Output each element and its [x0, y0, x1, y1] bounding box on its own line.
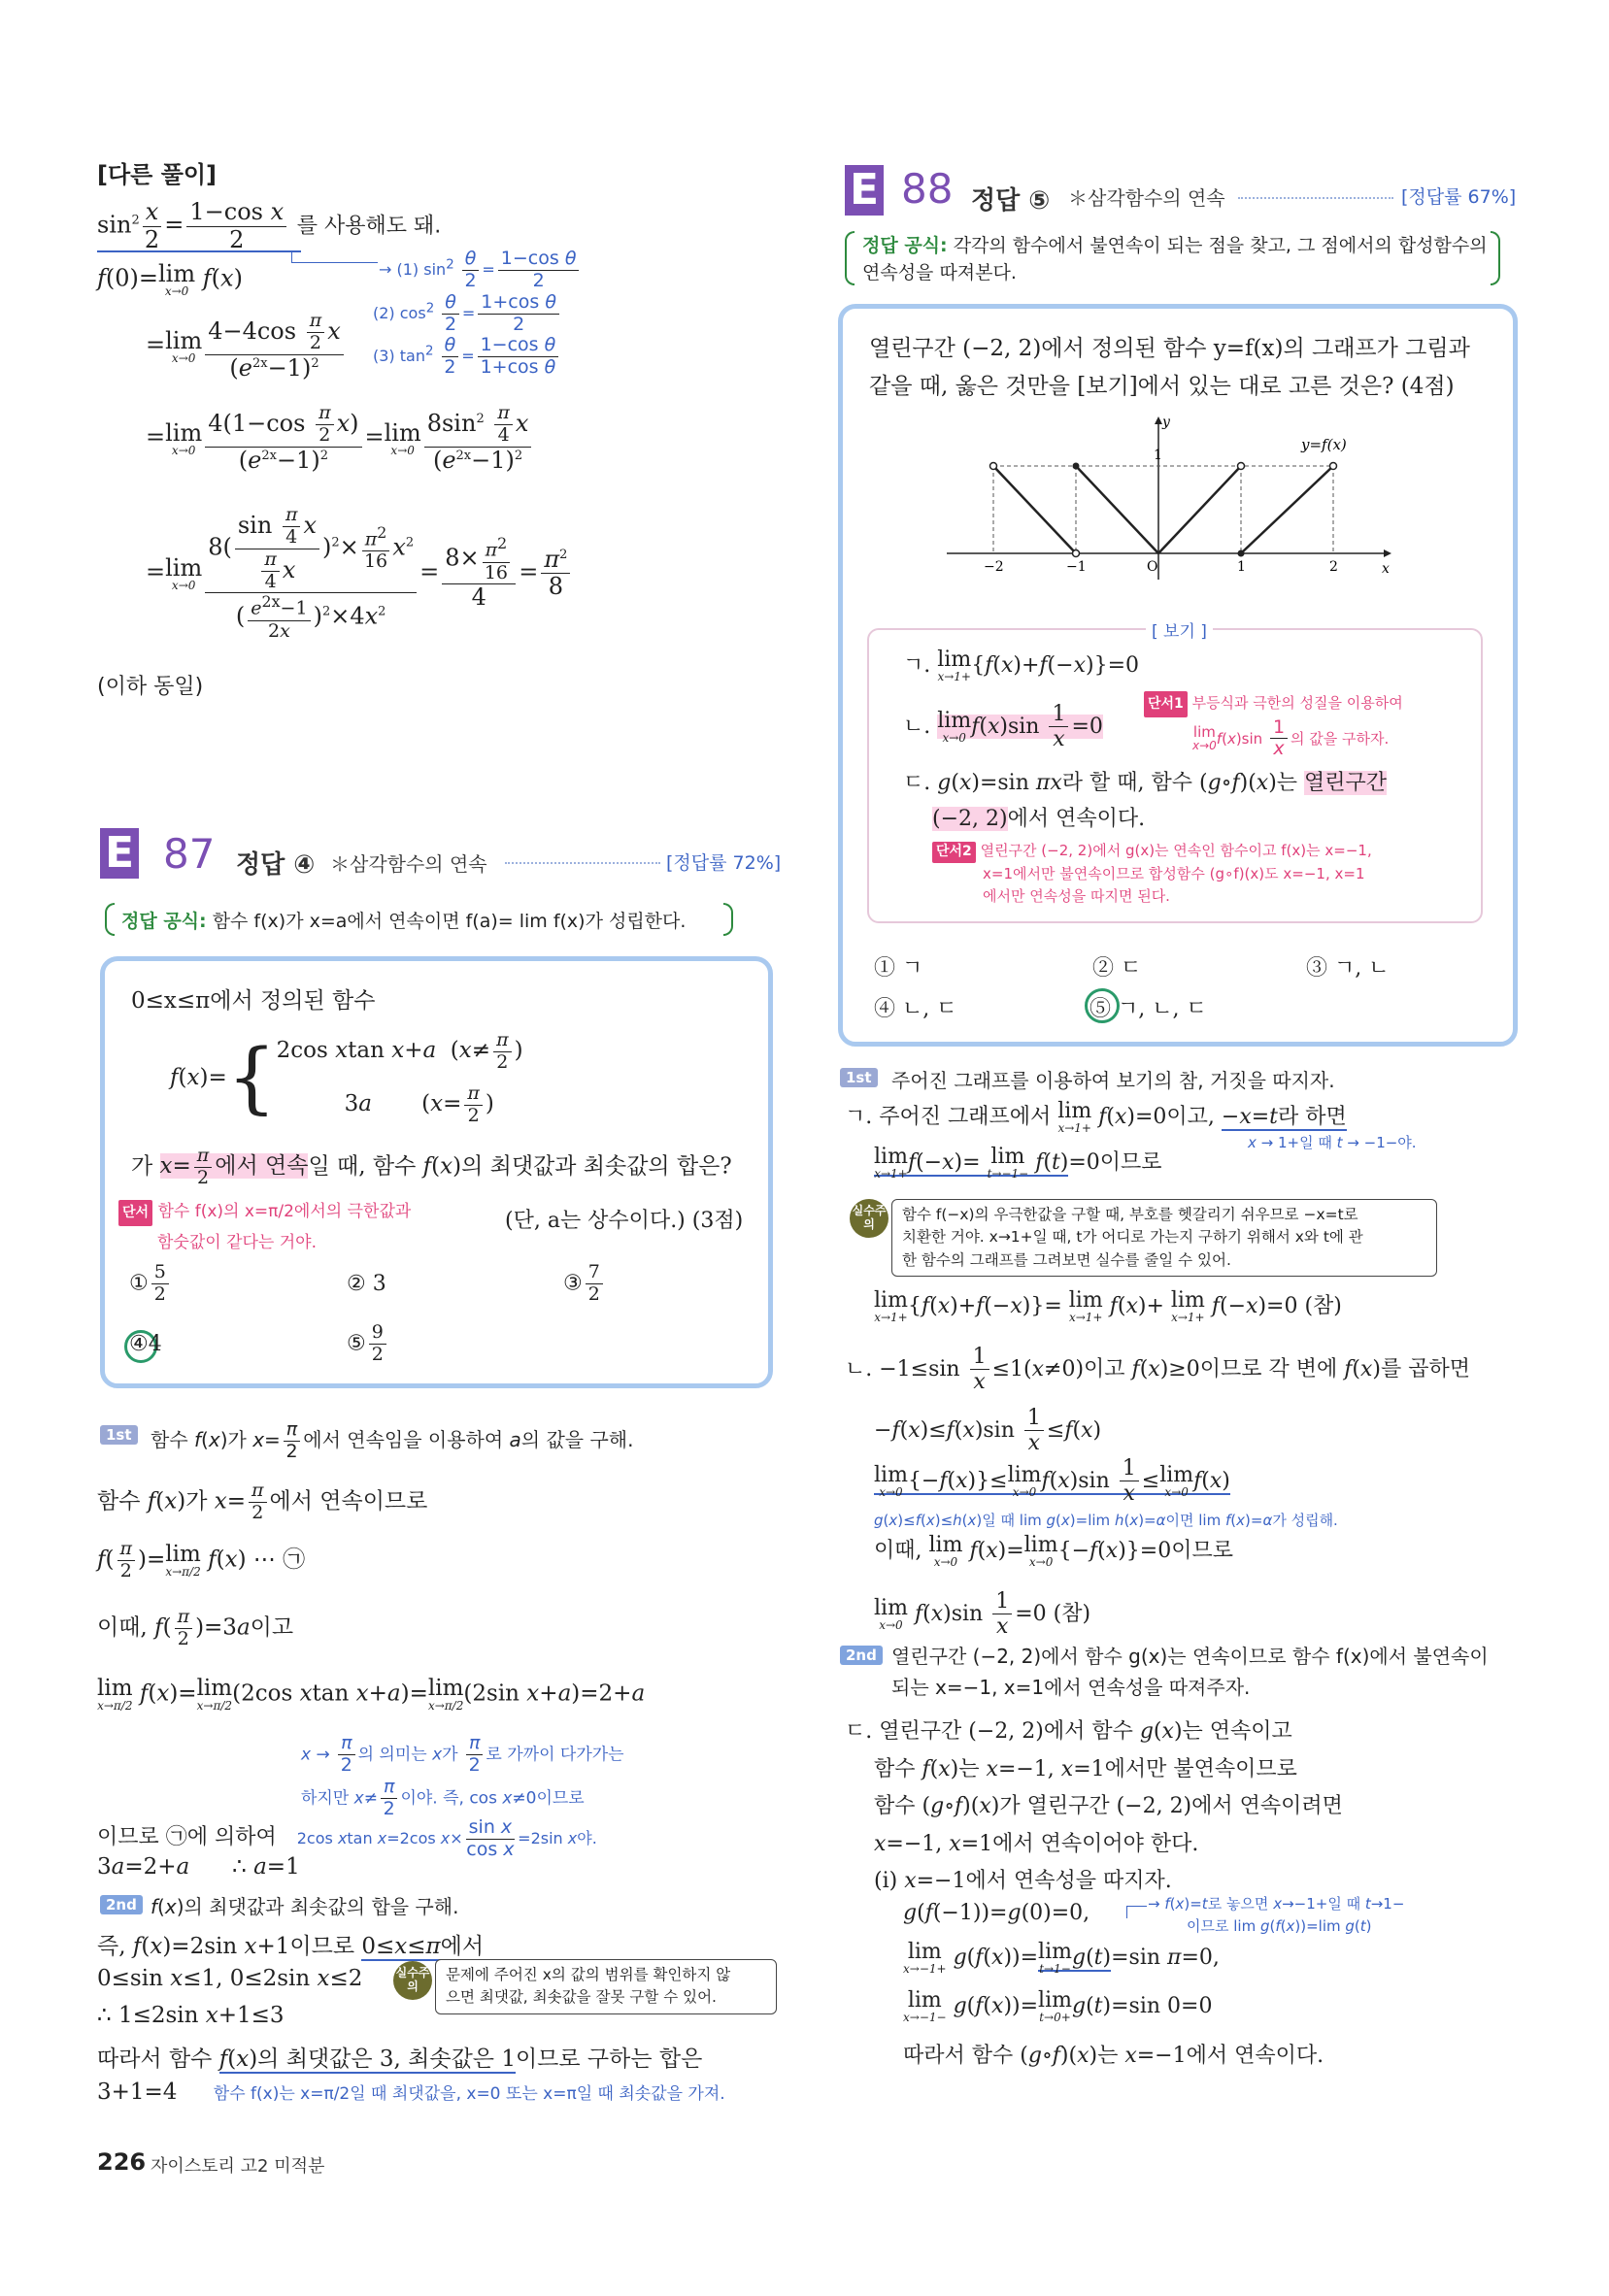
- p87-sol-line2: f( $\frac{\pi}{2}$ )=lim x→π/2 f(x) ⋯ ㉠: [97, 1538, 306, 1581]
- p87-formula: [121, 907, 686, 933]
- p87-tip-icon: 실수주의: [393, 1961, 432, 2000]
- p87-choice-5[interactable]: ⑤ $\frac{9}{2}$: [347, 1322, 389, 1366]
- p87-sol-line7: 즉, f(x)=2sin x+1이므로 0≤x≤π에서: [97, 1934, 485, 1959]
- p88-choice-2[interactable]: ② ㄷ: [1092, 956, 1142, 981]
- p88-sol-6: lim x→0 {−f(x)}≤lim x→0 f(x)sin $\frac{1}{x}$ ≤lim x→0 f(x): [874, 1456, 1230, 1507]
- p88-sol-1: ㄱ. 주어진 그래프에서 lim x→1+ f(x)=0이고, −x=t라 하면: [845, 1099, 1347, 1135]
- p87-sol-line9: ∴ 1≤2sin x+1≤3: [97, 2003, 285, 2028]
- p87-hint-badge: 단서: [118, 1200, 152, 1226]
- problem-87-answer: 정답 ④: [236, 850, 316, 880]
- p87-choice-4[interactable]: ④4: [129, 1332, 162, 1356]
- identity-1-num: (1): [396, 259, 419, 279]
- solution-line-2: =lim x→0 4−4cos $\frac{\pi}{2}$ x $(e^{2x}-1)^2$: [146, 311, 347, 382]
- p88-formula-bracket-right: [1491, 231, 1500, 285]
- p87-sol-line11: 3+1=4 함수 f(x)는 x=π/2일 때 최댓값을, x=0 또는 x=π일 때 최솟값을 가져.: [97, 2080, 725, 2105]
- identity-3-num: (3): [373, 347, 395, 366]
- p87-hint-text1: 함수 f(x)의 x=π/2에서의 극한값과: [157, 1202, 412, 1221]
- p88-question: [869, 330, 1470, 406]
- p88-choice-3[interactable]: ③ ㄱ, ㄴ: [1306, 956, 1390, 981]
- p87-choice-2[interactable]: ② 3: [347, 1272, 386, 1296]
- tick-label-m2: −2: [984, 559, 1004, 575]
- open-point-4: [1330, 463, 1337, 470]
- p87-formula-label: 정답 공식:: [121, 911, 207, 932]
- p87-step1-badge: 1st: [100, 1425, 138, 1445]
- identities-note: → (1) $\sin^2$ $\frac{\theta}{2}$ = $\frac{\text{1−cos θ}}{2}$ (2) $\cos^2$ $\frac{\theta}{2}$ = $\frac{\text{1+cos θ}}{2}$ (3) $\tan^2$ $\frac{\theta}{2}$ = $\frac{\text{1−cos θ}}{\text{1+cos θ}}$: [379, 249, 582, 379]
- tick-label-p1: 1: [1237, 559, 1246, 575]
- half-angle-identity: $\sin^2$ $\frac{x}{2}$ = $\frac{\text{1−cos x}}{2}$ 를 사용해도 돼.: [97, 198, 442, 253]
- p88-question-line1: 열린구간 (−2, 2)에서 정의된 함수 y=f(x)의 그래프가 그림과: [869, 336, 1470, 361]
- segment-4: [1241, 466, 1333, 553]
- p88-tip-icon: 실수주의: [850, 1199, 888, 1238]
- p88-sol-12: lim x→−1− g(f(x))=lim t→0+ g(t)=sin 0=0: [903, 1988, 1213, 2024]
- problem-87-rate: [정답률 72%]: [666, 852, 782, 874]
- p88-sol-10-connector: [1126, 1906, 1147, 1918]
- identity-underline: [97, 250, 301, 252]
- p87-formula-bracket-right: [723, 903, 733, 936]
- p88-sol-6-note: g(x)≤f(x)≤h(x)일 때 lim g(x)=lim h(x)=α이면 lim f(x)=α가 성립해.: [874, 1512, 1338, 1529]
- solution-line-1: f(0)=lim x→0 f(x): [97, 260, 243, 298]
- origin-label: O: [1147, 559, 1158, 575]
- p87-tip-text2: 으면 최댓값, 최솟값을 잘못 구할 수 있어.: [446, 1988, 717, 2007]
- p88-formula-text2: 연속성을 따져본다.: [862, 261, 1017, 283]
- p88-tip: [891, 1199, 1437, 1277]
- p87-final-note: 함수 f(x)는 x=π/2일 때 최댓값을, x=0 또는 x=π일 때 최솟값을 가져.: [213, 2084, 725, 2104]
- bogi-hint2: [932, 840, 1372, 908]
- other-solution-heading: [다른 풀이]: [97, 161, 218, 188]
- p87-formula-bracket-left: [105, 903, 115, 936]
- open-point-2: [1073, 550, 1080, 557]
- p88-choice-4[interactable]: ④ ㄴ, ㄷ: [874, 997, 957, 1021]
- p87-step2-text: f(x)의 최댓값과 최솟값의 합을 구해.: [151, 1895, 459, 1918]
- identity-intro: 를 사용해도 돼.: [296, 214, 442, 239]
- p88-step2: [891, 1641, 1489, 1703]
- p88-sol-10: g(f(−1))=g(0)=0,: [903, 1901, 1090, 1925]
- p88-sol-9: ㄷ. 열린구간 (−2, 2)에서 함수 g(x)는 연속이고 함수 f(x)는 x=−1, x=1에서만 불연속이므로 함수 (g∘f)(x)가 열린구간 (−2, 2)에서 연속이려면 x=−1, x=1에서 연속이어야 한다. (i) x=−1에서 연속성을 따지자.: [845, 1719, 1343, 1893]
- problem-88-rate: [정답률 67%]: [1401, 186, 1517, 208]
- closed-point-1: [1073, 463, 1080, 470]
- p88-step1-badge: 1st: [840, 1068, 878, 1087]
- problem-88-answer: 정답 ⑤: [971, 186, 1051, 216]
- p87-sol-line5: 이므로 ㉠에 의하여 2cos xtan x=2cos x× $\frac{\text{sin x}}{\text{cos x}}$ =2sin x야.: [97, 1816, 597, 1860]
- identity-2-num: (2): [373, 303, 395, 322]
- problem-87-dotline: [505, 862, 660, 864]
- p87-sol-line10: 따라서 함수 f(x)의 최댓값은 3, 최솟값은 1이므로 구하는 합은: [97, 2046, 703, 2072]
- p88-sol-1-note: x → 1+일 때 t → −1−야.: [1248, 1134, 1417, 1151]
- bogi-item-1: ㄱ. lim x→1+ {f(x)+f(−x)}=0: [903, 648, 1140, 683]
- open-point-3: [1238, 463, 1245, 470]
- closed-point-2: [1238, 550, 1245, 557]
- p88-sol-8: lim x→0 f(x)sin $\frac{1}{x}$ =0 (참): [874, 1589, 1091, 1640]
- y-axis-arrow: [1155, 416, 1162, 424]
- p87-sol-line8: 0≤sin x≤1, 0≤2sin x≤2: [97, 1966, 363, 1991]
- tick-label-y1: 1: [1154, 448, 1162, 463]
- p87-sol-line1: 함수 f(x)가 x= $\frac{\pi}{2}$ 에서 연속이므로: [97, 1480, 428, 1523]
- p88-sol-2: lim x→1+ f(−x)= lim t→−1− f(t)=0이므로: [874, 1145, 1162, 1181]
- p87-tip: [435, 1959, 777, 2014]
- problem-88-topic: ＊삼각함수의 연속: [1068, 186, 1225, 210]
- identity-connector: [291, 250, 378, 263]
- p88-formula-label: 정답 공식:: [862, 235, 948, 256]
- p87-condition: (단, a는 상수이다.) (3점): [505, 1209, 744, 1233]
- p88-sol-11: lim x→−1+ g(f(x))=lim t→1− g(t)=sin π=0,: [903, 1940, 1220, 1976]
- p88-formula: [862, 233, 1488, 286]
- p88-step2-badge: 2nd: [840, 1646, 883, 1665]
- p88-step1-text: 주어진 그래프를 이용하여 보기의 참, 거짓을 따지자.: [891, 1069, 1335, 1092]
- p88-tip-text1: 함수 f(−x)의 우극한값을 구할 때, 부호를 헷갈리기 쉬우므로 −x=t로: [902, 1206, 1358, 1223]
- problem-88-number: 88: [901, 165, 954, 213]
- page-number: 226: [97, 2148, 147, 2176]
- p88-sol-10-note: → f(x)=t로 놓으면 x→−1+일 때 t→1− 이므로 lim g(f(x))=lim g(t): [1148, 1895, 1405, 1935]
- p87-piecewise-function: f(x)={ 2cos xtan x+a (x≠ $\frac{\pi}{2}$ ) 3a (x= $\frac{\pi}{2}$ ): [170, 1028, 523, 1126]
- problem-87-number: 87: [163, 830, 216, 878]
- bogi-hint2-text2: x=1에서만 불연속이므로 합성함수 (g∘f)(x)도 x=−1, x=1: [983, 864, 1365, 882]
- problem-87-topic: ＊삼각함수의 연속: [330, 852, 487, 876]
- p88-step2-text2: 되는 x=−1, x=1에서 연속성을 따져주자.: [891, 1676, 1251, 1699]
- bogi-hint2-badge: 단서2: [932, 842, 976, 863]
- y-axis-label: y: [1162, 415, 1170, 430]
- p88-choice-1[interactable]: ① ㄱ: [874, 956, 923, 981]
- p87-step2-badge: 2nd: [100, 1895, 143, 1914]
- x-axis-arrow: [1384, 549, 1391, 557]
- problem-88-badge: E: [845, 165, 884, 216]
- p87-step1-text: 함수 f(x)가 x= $\frac{\pi}{2}$ 에서 연속임을 이용하여 a의 값을 구해.: [151, 1418, 634, 1462]
- p87-sol-line6: 3a=2+a ∴ a=1: [97, 1854, 300, 1880]
- p88-sol-4: ㄴ. −1≤sin $\frac{1}{x}$ ≤1(x≠0)이고 f(x)≥0이므로 각 변에 f(x)를 곱하면: [845, 1345, 1470, 1395]
- p87-hint-text2: 함숫값이 같다는 거야.: [157, 1233, 318, 1253]
- p87-choice-3-num: ③: [563, 1271, 583, 1296]
- solution-line-3: =lim x→0 4(1−cos $\frac{\pi}{2}$ x) $(e^{2x}-1)^2$ =lim x→0 $8\sin^2$ $\frac{\pi}{4}$ x $(e^{2x}-1)^2$: [146, 403, 534, 474]
- p87-choice-1-num: ①: [129, 1271, 149, 1296]
- p88-tip-text2: 치환한 거야. x→1+일 때, t가 어디로 가는지 구하기 위해서 x와 t에 관: [902, 1228, 1363, 1247]
- problem-88-dotline: [1238, 197, 1393, 199]
- solution-line-4: =lim x→0 8( sin $\frac{\pi}{4}$ x $\frac{\pi}{4}$ x )$^2$× $\frac{\pi^2}{16}$ $x^2$ ( $\frac{e^{2x}-1}{2x}$ )$^2\times 4x^2$ = 8× $\frac{\pi^2}{16}$ 4 = $\frac{\pi^2}{8}$: [146, 505, 573, 642]
- bogi-item-2: ㄴ. lim x→0 f(x)sin $\frac{1}{x}$ =0: [903, 702, 1103, 752]
- p87-hint: [118, 1196, 411, 1259]
- p87-choice-3[interactable]: ③ $\frac{7}{2}$: [563, 1262, 606, 1306]
- p88-formula-bracket-left: [845, 231, 855, 285]
- segment-1: [993, 466, 1076, 553]
- open-point-1: [990, 463, 997, 470]
- bogi-title: [ 보기 ]: [1146, 617, 1213, 642]
- segment-3: [1158, 466, 1241, 553]
- bogi-hint1-text2: 의 값을 구하자.: [1291, 729, 1390, 748]
- bogi-hint2-text3: 에서만 연속성을 따지면 된다.: [983, 886, 1170, 905]
- book-title: 자이스토리 고2 미적분: [151, 2156, 325, 2177]
- problem-87-badge: E: [100, 828, 139, 879]
- segment-2: [1076, 466, 1158, 553]
- solution-end: (이하 동일): [97, 675, 204, 699]
- x-axis-label: x: [1382, 561, 1390, 577]
- bogi-hint2-text1: 열린구간 (−2, 2)에서 g(x)는 연속인 함수이고 f(x)는 x=−1,: [980, 842, 1372, 859]
- p87-choice-1[interactable]: ① $\frac{5}{2}$: [129, 1262, 172, 1306]
- p88-sol-3: lim x→1+ {f(x)+f(−x)}= lim x→1+ f(x)+ lim x→1+ f(−x)=0 (참): [874, 1288, 1342, 1324]
- p88-step2-text1: 열린구간 (−2, 2)에서 함수 g(x)는 연속이므로 함수 f(x)에서 불연속이: [891, 1645, 1489, 1668]
- function-label: y=f(x): [1301, 436, 1347, 453]
- bogi-hint1: 단서1 부등식과 극한의 성질을 이용하여 lim x→0 f(x)sin $\frac{1}{x}$ 의 값을 구하자.: [1144, 689, 1403, 760]
- p88-question-line2: 같을 때, 옳은 것만을 [보기]에서 있는 대로 고른 것은? (4점): [869, 374, 1455, 400]
- p87-sol-line3: 이때, f( $\frac{\pi}{2}$ )=3a이고: [97, 1606, 294, 1649]
- bogi-hint1-badge: 단서1: [1144, 691, 1188, 717]
- bogi-item-3: ㄷ. g(x)=sin πx라 할 때, 함수 (g∘f)(x)는 열린구간 (−2, 2)에서 연속이다.: [903, 771, 1388, 832]
- p87-note-limit: x → $\frac{\pi}{2}$ 의 의미는 x가 $\frac{\pi}{2}$ 로 가까이 다가가는 하지만 x≠ $\frac{\pi}{2}$ 이야. 즉, cos x≠0이므로: [301, 1732, 624, 1819]
- p88-sol-7: 이때, lim x→0 f(x)=lim x→0 {−f(x)}=0이므로: [874, 1533, 1233, 1569]
- p87-formula-text: 함수 f(x)가 x=a에서 연속이면 f(a)= lim f(x)가 성립한다.: [212, 911, 687, 932]
- p87-choice-5-num: ⑤: [347, 1331, 366, 1356]
- p88-formula-text1: 각각의 함수에서 불연속이 되는 점을 찾고, 그 점에서의 합성함수의: [953, 235, 1488, 256]
- p87-sol-line4: lim x→π/2 f(x)=lim x→π/2 (2cos xtan x+a)=lim x→π/2 (2sin x+a)=2+a: [97, 1676, 646, 1713]
- p87-question-line2: 가 x= $\frac{\pi}{2}$ 에서 연속일 때, 함수 f(x)의 최댓값과 최솟값의 합은?: [131, 1145, 732, 1188]
- p88-sol-5: −f(x)≤f(x)sin $\frac{1}{x}$ ≤f(x): [874, 1406, 1102, 1456]
- p88-sol-13: 따라서 함수 (g∘f)(x)는 x=−1에서 연속이다.: [903, 2044, 1324, 2068]
- p88-tip-text3: 한 함수의 그래프를 그려보면 실수를 줄일 수 있어.: [902, 1250, 1231, 1269]
- tick-label-p2: 2: [1329, 559, 1338, 575]
- p88-choice-5[interactable]: ⑤ ㄱ, ㄴ, ㄷ: [1089, 997, 1207, 1021]
- p88-function-graph: [947, 413, 1393, 582]
- tick-label-m1: −1: [1066, 559, 1087, 575]
- bogi-hint1-text1: 부등식과 극한의 성질을 이용하여: [1191, 694, 1403, 712]
- p87-question-line1: 0≤x≤π에서 정의된 함수: [131, 988, 376, 1014]
- p87-tip-text1: 문제에 주어진 x의 값의 범위를 확인하지 않: [446, 1966, 731, 1983]
